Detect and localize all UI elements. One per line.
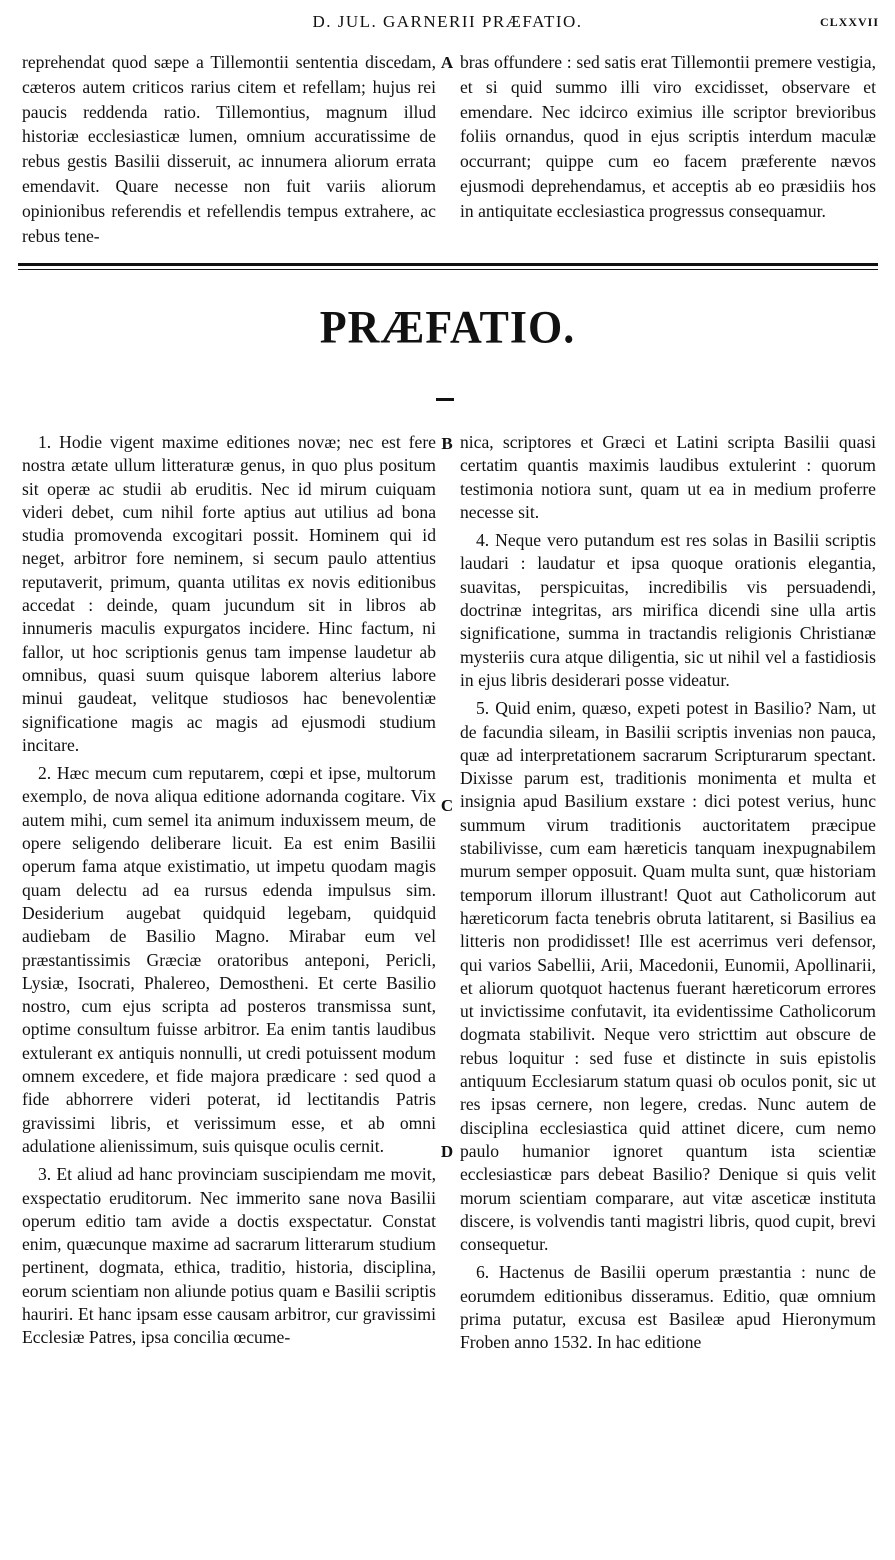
top-left-text: reprehendat quod sæpe a Tillemontii sententia discedam, cæteros autem criticos rarius citem et refellam; hujus rei paucis reddenda ratio. Tillemontius, magnum illud historiæ ecclesiasticæ lumen, omnium accuratissime de rebus gestis Basilii disseruit, ac innumera aliorum errata emendavit. Quare necesse non fuit variis aliorum opinionibus referendis et refellendis tempus extrahere, ac rebus tene- <box>22 52 436 246</box>
paragraph-4: 4. Neque vero putandum est res solas in Basilii scriptis laudari : laudatur et ipsa quoque orationis elegantia, suavitas, perspicuitas, incredibilis vis persuadendi, doctrinæ integritas, ars mirifica dicendi sine ulla artis significatione, summa in tractandis religionis Christianæ mysteriis cura atque diligentia, sic ut nihil vel a fastidiosis in ejus libris desiderari posse videatur. <box>460 530 876 690</box>
body-right-column <box>460 431 876 1355</box>
top-right-text: bras offundere : sed satis erat Tillemontii premere vestigia, et si quid summo illi viro excidisset, observare et emendare. Nec idcirco eximius ille scriptor brevioribus foliis ornandus, quod in ejus scriptis interdum maculæ occurrant; quippe cum eo facem præferente nævos ejusmodi deprehendamus, et acceptis ab eo præsidiis hos in antiquitate ecclesiastica progressus consequamur. <box>460 52 876 221</box>
title-ornament-dash <box>436 398 454 401</box>
margin-marker-d: D <box>440 1142 454 1161</box>
running-title: D. JUL. GARNERII PRÆFATIO. <box>312 12 583 31</box>
paragraph-3: 3. Et aliud ad hanc provinciam suscipiendam me movit, exspectatio eruditorum. Nec immerito sane nova Basilii operum editio tam avide a doctis exspectatur. Constat enim, quæcunque maxime ad sacrarum litterarum studium pertinent, dogmata, ethica, traditio, historia, disciplina, eorum scientiam non aliunde potius quam e Basilii scriptis hauriri. Et hanc ipsam esse causam arbitror, cur gravissimi Ecclesiæ Patres, ipsa concilia œcume- <box>22 1164 436 1348</box>
top-left-column <box>22 50 436 248</box>
paragraph-6: 6. Hactenus de Basilii operum præstantia : nunc de eorumdem editionibus disseramus. Editio, quæ omnium prima putatur, excusa est Basileæ apud Hieronymum Froben anno 1532. In hac editione <box>460 1262 876 1353</box>
paragraph-5: 5. Quid enim, quæso, expeti potest in Basilio? Nam, ut de facundia sileam, in Basilii scriptis invenias non pauca, quæ ad interpretationem sacrarum Scripturarum spectant. Dixisse parum est, traditionis monimenta et multa et insignia apud Basilium exstare : dici potest verius, hunc summum virum traditionis auctoritatem præcipue stabilivisse, cum eam hæreticis tanquam inexpugnabilem murum semper opposuit. Quam multa sunt, quæ historiam temporum illorum illustrant! Quot aut Catholicorum aut hæreticorum facta tenebris obruta latitarent, si Basilius ea litteris non prodidisset! Ille est acerrimus veri defensor, qui varios Sabellii, Arii, Macedonii, Eunomii, Apollinarii, et aliorum quotquot hactenus fuerant hæreticorum errores ut invictissime confutavit, ita evidentissime Catholicorum dogmata stabilivit. Neque vero stricttim aut obscure de rebus loquitur : sed fuse et distincte in suis epistolis antiquum Ecclesiarum statum quasi ob oculos ponit, sic ut res ipsas cernere, non legere, credas. Nunc autem de disciplina ecclesiastica quid attinet dicere, cum nemo paulo humanior ignoret quantum ista scientiæ ecclesiasticæ pars debeat Basilio? Denique si quis velit morum scientiam comparare, aut vitæ asceticæ instituta discere, is volvendis tanti magistri libris, quod cupit, brevi consequetur. <box>460 698 876 1255</box>
running-head <box>0 4 895 38</box>
margin-marker-c: C <box>440 796 454 815</box>
body-left-column <box>22 431 436 1350</box>
paragraph-1: 1. Hodie vigent maxime editiones novæ; nec est fere nostra ætate ullum litteraturæ genus, in quo plus positum sit operæ ac studii ab eruditis. Nec id mirum cuiquam videri debet, cum nihil forte aptius aut utilius ad bona studia promovenda excogitari possit. Hominem qui id neget, arbitror fore neminem, si secum paulo attentius reputaverit, primum, quanta utilitas ex novis editionibus accedat : deinde, quam jucundum sit in libros ab innumeris maculis expurgatos incidere. Hinc factum, ni fallor, ut hoc scriptionis genus tam impense laudetur ab omnibus, quasi suum quisque laborem alterius labore minui gaudeat, velitque studiosos hac benevolentiæ significatione magis ac magis ad ejusmodi studium incitare. <box>22 432 436 755</box>
divider-thick-rule <box>18 263 878 266</box>
paragraph-2: 2. Hæc mecum cum reputarem, cœpi et ipse, multorum exemplo, de nova aliqua editione adornanda cogitare. Vix autem mihi, cum semel ita animum induxissem meum, de opere seligendo deliberare licuit. Ea est enim Basilii operum fama atque existimatio, ut impetu quodam magis quam delectu ad ea rursus edenda impulsus sim. Desiderium augebat quidquid legebam, quidquid audiebam de Basilio Magno. Mirabar eum vel præstantissimis Græciæ oratoribus anteponi, Pericli, Lysiæ, Isocrati, Phalereo, Demostheni. Et certe Basilio nostro, cum ejus scripta ad posteros transmissa sunt, optime consultum fuisse arbitror. Ea enim tantis laudibus extulerant ex antiquis nonnulli, ut credi potuissent modum omnem excedere, et fide majora prædicare : sed quod a fide abhorrere videri poterat, id lectitandis Patris gravissimi libris, et verissimum esse, et ab omni adulatione alienissimum, suis quisque oculis cernit. <box>22 763 436 1156</box>
section-title: PRÆFATIO. <box>319 301 576 354</box>
divider-thin-rule <box>18 269 878 270</box>
section-divider <box>18 263 878 270</box>
margin-marker-a: A <box>440 53 454 72</box>
page-number: CLXXVII <box>819 15 879 29</box>
top-right-column <box>460 50 876 224</box>
margin-marker-b: B <box>441 434 453 453</box>
paragraph-continued: nica, scriptores et Græci et Latini scripta Basilii quasi certatim quantis maximis laudibus extulerint : quorum testimonia notiora sunt, quam ut ea in medium proferre necesse sit. <box>460 432 876 522</box>
